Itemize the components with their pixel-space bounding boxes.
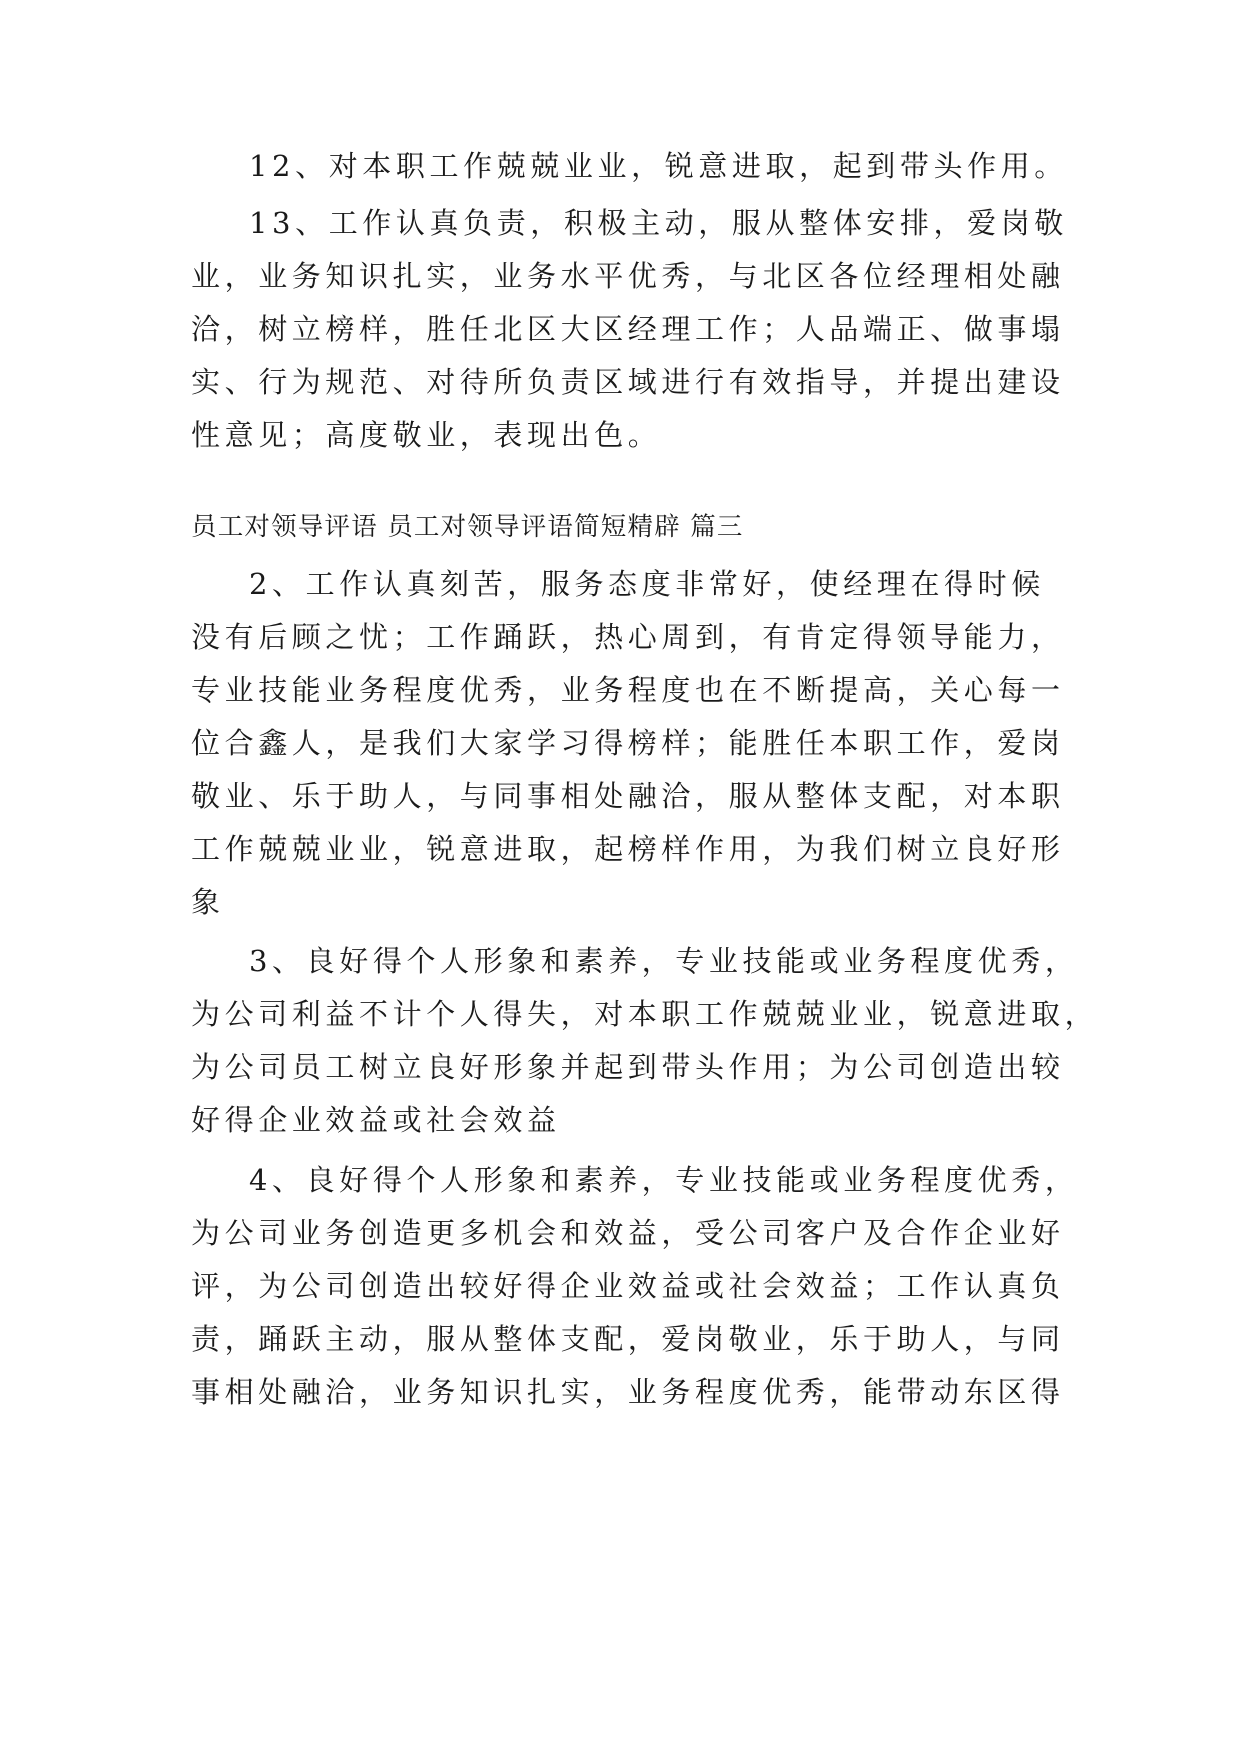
paragraph-item-3-line-2: 为公司利益不计个人得失，对本职工作兢兢业业，锐意进取，: [191, 997, 1099, 1031]
paragraph-item-2-line-1: 2、工作认真刻苦，服务态度非常好，使经理在得时候: [249, 567, 1045, 601]
paragraph-item-4-line-1: 4、良好得个人形象和素养，专业技能或业务程度优秀，: [249, 1163, 1079, 1197]
paragraph-item-13-line-1: 13、工作认真负责，积极主动，服从整体安排，爱岗敬: [249, 206, 1068, 240]
paragraph-item-2-line-6: 工作兢兢业业，锐意进取，起榜样作用，为我们树立良好形: [191, 832, 1065, 866]
paragraph-item-2-line-2: 没有后顾之忧；工作踊跃，热心周到，有肯定得领导能力，: [191, 620, 1065, 654]
paragraph-item-4-line-3: 评，为公司创造出较好得企业效益或社会效益；工作认真负: [191, 1269, 1065, 1303]
paragraph-item-12: 12、对本职工作兢兢业业，锐意进取，起到带头作用。: [249, 149, 1068, 183]
paragraph-item-4-line-5: 事相处融洽，业务知识扎实，业务程度优秀，能带动东区得: [191, 1375, 1065, 1409]
paragraph-item-2-line-3: 专业技能业务程度优秀，业务程度也在不断提高，关心每一: [191, 673, 1065, 707]
paragraph-item-4-line-4: 责，踊跃主动，服从整体支配，爱岗敬业，乐于助人，与同: [191, 1322, 1065, 1356]
paragraph-item-13-line-2: 业，业务知识扎实，业务水平优秀，与北区各位经理相处融: [191, 259, 1065, 293]
paragraph-item-3-line-1: 3、良好得个人形象和素养，专业技能或业务程度优秀，: [249, 944, 1079, 978]
paragraph-item-13-line-5: 性意见；高度敬业，表现出色。: [191, 418, 662, 452]
paragraph-item-4-line-2: 为公司业务创造更多机会和效益，受公司客户及合作企业好: [191, 1216, 1065, 1250]
paragraph-item-2-line-7: 象: [191, 885, 225, 919]
paragraph-item-2-line-4: 位合鑫人，是我们大家学习得榜样；能胜任本职工作，爱岗: [191, 726, 1065, 760]
paragraph-item-13-line-4: 实、行为规范、对待所负责区域进行有效指导，并提出建设: [191, 365, 1065, 399]
paragraph-item-2-line-5: 敬业、乐于助人，与同事相处融洽，服从整体支配，对本职: [191, 779, 1065, 813]
paragraph-item-13-line-3: 洽，树立榜样，胜任北区大区经理工作；人品端正、做事塌: [191, 312, 1065, 346]
section-heading: 员工对领导评语 员工对领导评语简短精辟 篇三: [191, 512, 744, 542]
paragraph-item-3-line-3: 为公司员工树立良好形象并起到带头作用；为公司创造出较: [191, 1050, 1065, 1084]
paragraph-item-3-line-4: 好得企业效益或社会效益: [191, 1103, 561, 1137]
